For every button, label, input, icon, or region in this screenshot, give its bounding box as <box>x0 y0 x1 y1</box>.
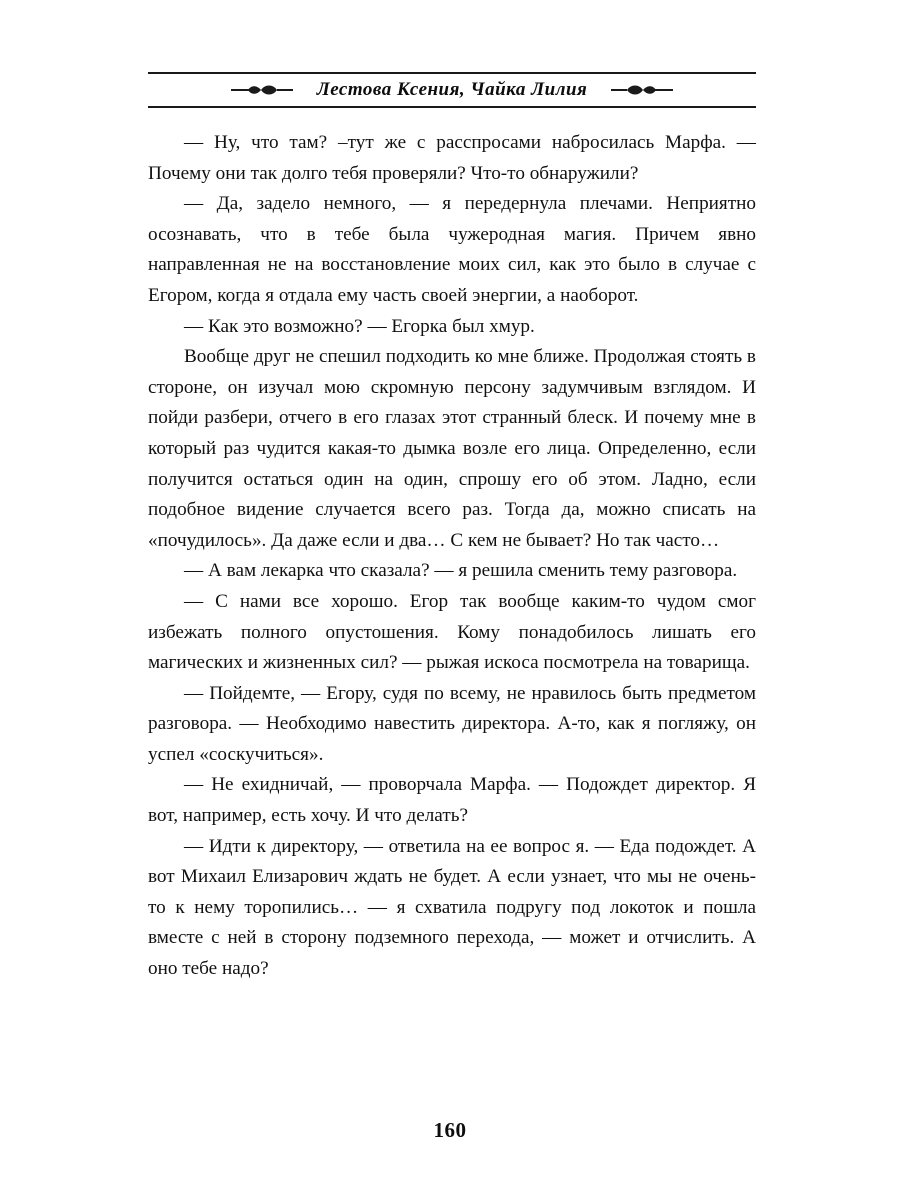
paragraph: — А вам лекарка что сказала? — я решила сменить тему разговора. <box>184 560 738 582</box>
paragraph: Вообще друг не спешил подходить ко мне ближе. Продолжая стоять в стороне, он изучал мою скромную персону задумчивым взглядом. И пойди разбери, отчего в его глазах этот странный блеск. И почему мне в который раз чудится какая-то дымка возле его лица. Определенно, если получится остаться один на один, спрошу его об этом. Ладно, если подобное видение случается всего раз. Тогда да, можно списать на «почудилось». Да даже если и два… С кем не бывает? Но так часто… <box>148 346 756 551</box>
paragraph: — Ну, что там? –тут же с расспросами набросилась Марфа. — Почему они так долго тебя проверяли? Что-то обнаружили? <box>148 132 756 184</box>
leaf-ornament-icon-left <box>231 83 293 97</box>
page-body-text <box>148 128 756 985</box>
running-head <box>148 64 756 114</box>
leaf-ornament-icon-right <box>611 83 673 97</box>
page-number: 160 <box>433 1118 467 1142</box>
paragraph: — Пойдемте, — Егору, судя по всему, не нравилось быть предметом разговора. — Необходимо навестить директора. А-то, как я погляжу, он успел «соскучиться». <box>148 682 756 765</box>
paragraph: — С нами все хорошо. Егор так вообще каким-то чудом смог избежать полного опустошения. Кому понадобилось лишать его магических и жизненных сил? — рыжая искоса посмотрела на товарища. <box>148 590 756 674</box>
paragraph: — Идти к директору, — ответила на ее вопрос я. — Еда подождет. А вот Михаил Елизарович ждать не будет. А если узнает, что мы не очень-то к нему торопились… — я схватила подругу под локоток и пошла вместе с ней в сторону подземного перехода, — может и отчислить. А оно тебе надо? <box>148 835 756 980</box>
running-head-inner <box>148 72 756 108</box>
paragraph: — Не ехидничай, — проворчала Марфа. — Подождет директор. Я вот, например, есть хочу. И что делать? <box>148 774 756 827</box>
running-head-title: Лестова Ксения, Чайка Лилия <box>307 79 598 101</box>
paragraph: — Да, задело немного, — я передернула плечами. Неприятно осознавать, что в тебе была чужеродная магия. Причем явно направленная не на восстановление моих сил, как это было в случае с Егором, когда я отдала ему часть своей энергии, а наоборот. <box>148 193 756 306</box>
paragraph: — Как это возможно? — Егорка был хмур. <box>184 315 535 337</box>
